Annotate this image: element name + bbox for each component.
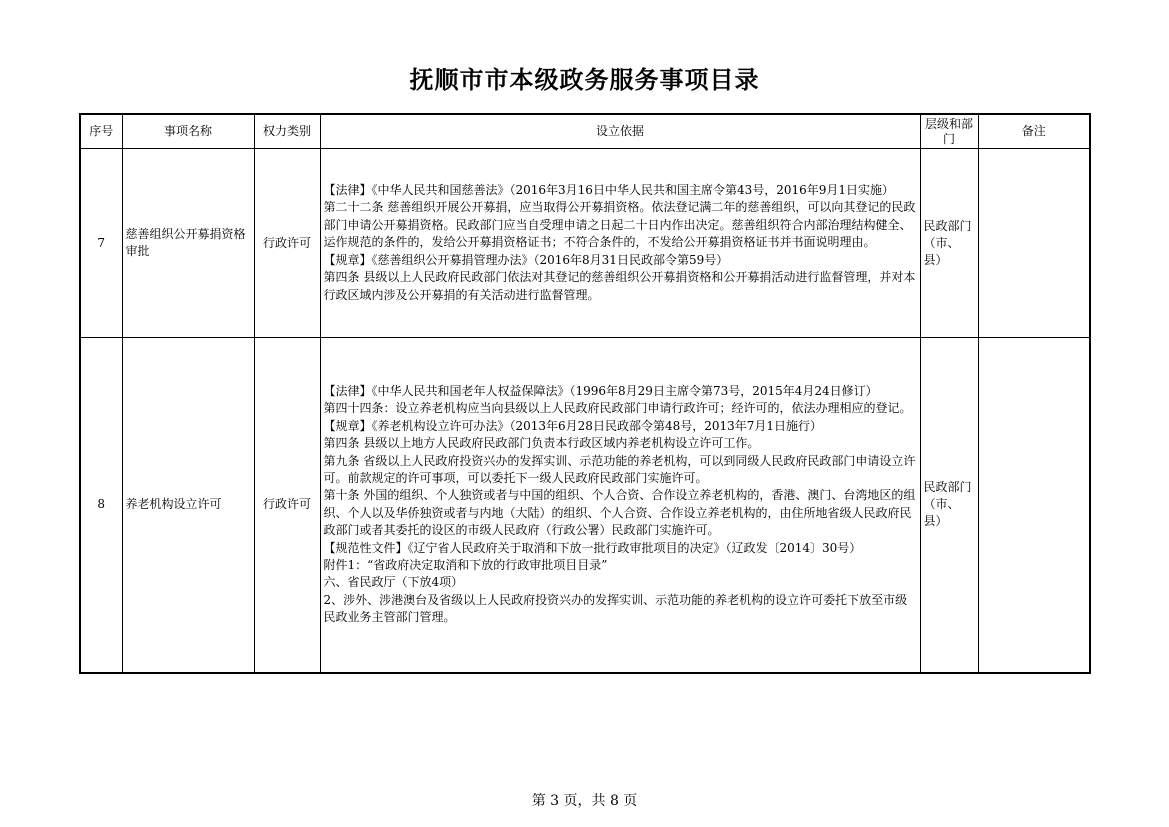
basis-line: 【法律】《中华人民共和国老年人权益保障法》（1996年8月29日主席令第73号，2015年4月24日修订） (323, 383, 878, 398)
basis-line: 附件1：“省政府决定取消和下放的行政审批项目目录” (323, 557, 608, 572)
header-note: 备注 (978, 114, 1090, 149)
row-no: 7 (80, 149, 122, 338)
basis-line: 【法律】《中华人民共和国慈善法》（2016年3月16日中华人民共和国主席令第43号，2016年9月1日实施） (323, 183, 895, 198)
basis-line: 第九条 省级以上人民政府投资兴办的发挥实训、示范功能的养老机构，可以到同级人民政府民政部门申请设立许可。前款规定的许可事项，可以委托下一级人民政府民政部门实施许可。 (323, 453, 916, 485)
header-name: 事项名称 (122, 114, 254, 149)
page-number: 第 3 页，共 8 页 (531, 793, 638, 809)
page-title: 抚顺市市本级政务服务事项目录 (409, 66, 760, 94)
basis-line: 第十条 外国的组织、个人独资或者与中国的组织、个人合资、合作设立养老机构的，香港、澳门、台湾地区的组织、个人以及华侨独资或者与内地（大陆）的组织、个人合资、合作设立养老机构的，由住所地省级人民政府民政部门或者其委托的设区的市级人民政府（行政公署）民政部门实施许可。 (323, 488, 916, 538)
header-no: 序号 (80, 114, 122, 149)
basis-line: 第四十四条：设立养老机构应当向县级以上人民政府民政部门申请行政许可；经许可的，依法办理相应的登记。 (323, 401, 912, 416)
row-level: 民政部门（市、县） (920, 149, 978, 338)
header-type: 权力类别 (254, 114, 320, 149)
basis-line: 第四条 县级以上人民政府民政部门依法对其登记的慈善组织公开募捐资格和公开募捐活动进行监督管理，并对本行政区域内涉及公开募捐的有关活动进行监督管理。 (323, 270, 916, 302)
row-name: 养老机构设立许可 (122, 338, 254, 673)
row-note (978, 149, 1090, 338)
table-row (80, 149, 1090, 338)
header-basis: 设立依据 (320, 114, 920, 149)
row-basis (320, 338, 920, 673)
table-header-row (80, 114, 1090, 149)
row-no: 8 (80, 338, 122, 673)
basis-line: 【规章】《慈善组织公开募捐管理办法》（2016年8月31日民政部令第59号） (323, 252, 729, 267)
basis-line: 【规范性文件】《辽宁省人民政府关于取消和下放一批行政审批项目的决定》（辽政发〔2014〕30号） (323, 540, 862, 555)
row-note (978, 338, 1090, 673)
service-catalog-table (79, 113, 1091, 674)
basis-line: 【规章】《养老机构设立许可办法》（2013年6月28日民政部令第48号，2013年7月1日施行） (323, 418, 823, 433)
basis-line: 第二十二条 慈善组织开展公开募捐，应当取得公开募捐资格。依法登记满二年的慈善组织，可以向其登记的民政部门申请公开募捐资格。民政部门应当自受理申请之日起二十日内作出决定。慈善组织符合内部治理结构健全、运作规范的条件的，发给公开募捐资格证书；不符合条件的，不发给公开募捐资格证书并书面说明理由。 (323, 200, 916, 250)
row-type: 行政许可 (254, 149, 320, 338)
basis-line: 第四条 县级以上地方人民政府民政部门负责本行政区域内养老机构设立许可工作。 (323, 436, 760, 451)
table-row (80, 338, 1090, 673)
row-basis (320, 149, 920, 338)
row-level: 民政部门（市、县） (920, 338, 978, 673)
basis-line: 2、涉外、涉港澳台及省级以上人民政府投资兴办的发挥实训、示范功能的养老机构的设立许可委托下放至市级民政业务主管部门管理。 (323, 592, 908, 625)
row-type: 行政许可 (254, 338, 320, 673)
row-name: 慈善组织公开募捐资格审批 (122, 149, 254, 338)
header-level: 层级和部门 (920, 114, 978, 149)
basis-line: 六、省民政厅（下放4项） (323, 575, 464, 590)
